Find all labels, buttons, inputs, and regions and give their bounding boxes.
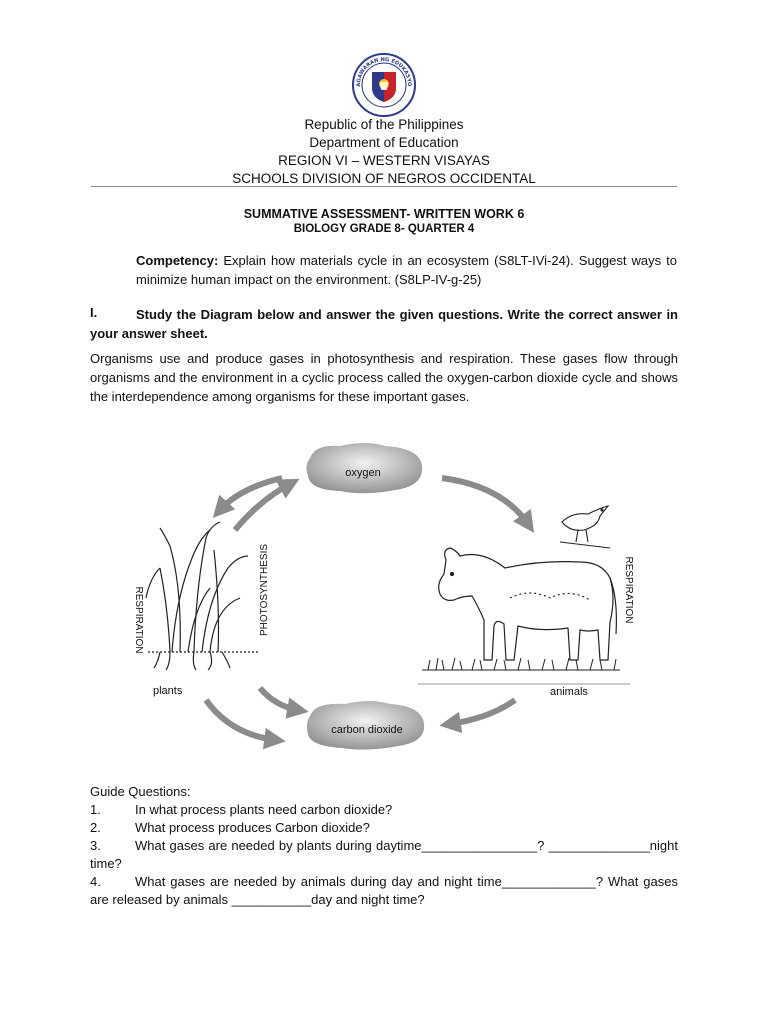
competency-label: Competency:	[136, 253, 219, 268]
oxygen-carbon-dioxide-cycle-diagram	[110, 438, 650, 758]
bird-illustration	[560, 506, 610, 548]
grass-illustration	[418, 658, 630, 684]
question-text: In what process plants need carbon dioxide?	[135, 802, 393, 817]
carbon-dioxide-label: carbon dioxide	[331, 724, 403, 736]
carbon-dioxide-cloud	[307, 701, 424, 750]
competency-text: Explain how materials cycle in an ecosystem (S8LT-IVi-24). Suggest ways to minimize human impact on the environment. (S8LP-IV-g-25)	[136, 253, 677, 287]
arrow-animals-to-carbon-dioxide	[450, 700, 515, 724]
respiration-right-label: RESPIRATION	[623, 556, 634, 624]
question-number: 2.	[90, 820, 101, 835]
arrow-carbon-dioxide-to-plants	[206, 700, 275, 740]
question-text: What process produces Carbon dioxide?	[135, 820, 370, 835]
cow-illustration	[439, 548, 617, 660]
question-item	[90, 873, 678, 909]
oxygen-cloud	[306, 443, 422, 493]
section-instruction: Study the Diagram below and answer the given questions. Write the correct answer in your answer sheet.	[90, 307, 678, 341]
intro-paragraph: Organisms use and produce gases in photosynthesis and respiration. These gases flow through organisms and the environment in a cyclic process called the oxygen-carbon dioxide cycle and shows the interdependence among organisms for these important gases.	[90, 351, 678, 404]
question-number: 3.	[90, 838, 101, 853]
question-number: 1.	[90, 802, 101, 817]
deped-seal-logo	[351, 52, 417, 118]
question-item	[90, 801, 678, 819]
assessment-title: SUMMATIVE ASSESSMENT- WRITTEN WORK 6	[243, 207, 525, 221]
competency-paragraph	[136, 251, 677, 289]
plants-label: plants	[153, 685, 183, 697]
question-text: What gases are needed by animals during day and night time_____________? What gases are released by animals ___________day and night time?	[90, 874, 678, 907]
header-division: SCHOOLS DIVISION OF NEGROS OCCIDENTAL	[232, 171, 536, 186]
section-number: I.	[90, 305, 98, 320]
photosynthesis-label: PHOTOSYNTHESIS	[259, 543, 270, 637]
plants-illustration	[146, 522, 260, 670]
header-republic: Republic of the Philippines	[304, 117, 464, 132]
header-divider	[91, 186, 677, 187]
assessment-subtitle: BIOLOGY GRADE 8- QUARTER 4	[293, 223, 475, 235]
question-item	[90, 837, 678, 873]
question-text: What gases are needed by plants during daytime________________? ______________night time?	[90, 838, 678, 871]
guide-questions-heading: Guide Questions:	[90, 784, 191, 799]
animals-label: animals	[550, 686, 588, 698]
question-item	[90, 819, 678, 837]
arrow-oxygen-to-animals	[442, 478, 528, 524]
respiration-left-label: RESPIRATION	[133, 586, 144, 654]
question-number: 4.	[90, 874, 101, 889]
svg-text:KAGAWARAN NG EDUKASYON: AGAWARAN NG EDUKASYO	[355, 56, 413, 87]
arrow-plants-to-carbon-dioxide	[260, 688, 298, 710]
header-region: REGION VI – WESTERN VISAYAS	[278, 153, 490, 168]
header-department: Department of Education	[309, 135, 459, 150]
oxygen-label: oxygen	[345, 467, 381, 479]
